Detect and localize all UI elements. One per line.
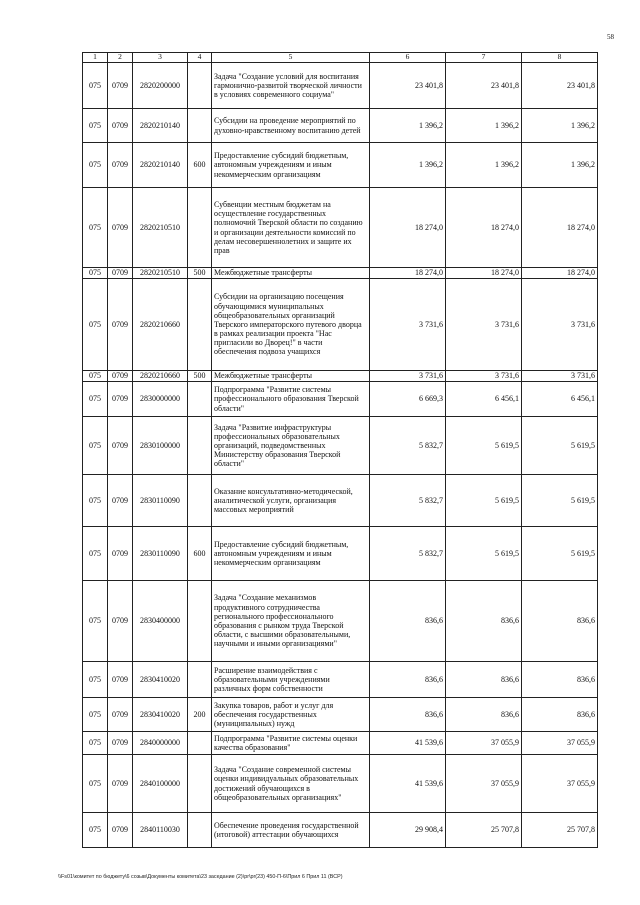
cell-expense-type	[188, 279, 212, 371]
table-row	[83, 63, 598, 109]
cell-description: Межбюджетные трансферты	[212, 371, 370, 382]
cell-description: Закупка товаров, работ и услуг для обеспечения государственных (муниципальных) нужд	[212, 698, 370, 732]
cell-ministry-code: 075	[83, 527, 108, 581]
cell-description: Субсидии на проведение мероприятий по духовно-нравственному воспитанию детей	[212, 109, 370, 143]
cell-amount-col6: 3 731,6	[370, 371, 446, 382]
cell-amount-col7: 836,6	[446, 581, 522, 662]
cell-section-code: 0709	[108, 382, 133, 417]
cell-ministry-code: 075	[83, 382, 108, 417]
cell-section-code: 0709	[108, 371, 133, 382]
cell-amount-col7: 37 055,9	[446, 755, 522, 813]
table-row	[83, 813, 598, 848]
cell-description: Расширение взаимодействия с образовательными учреждениями различных форм собственности	[212, 662, 370, 698]
cell-amount-col8: 23 401,8	[522, 63, 598, 109]
cell-section-code: 0709	[108, 143, 133, 188]
cell-target-code: 2820210140	[133, 109, 188, 143]
cell-section-code: 0709	[108, 268, 133, 279]
cell-target-code: 2830410020	[133, 662, 188, 698]
cell-amount-col7: 5 619,5	[446, 417, 522, 475]
cell-amount-col8: 6 456,1	[522, 382, 598, 417]
cell-section-code: 0709	[108, 581, 133, 662]
cell-description: Задача "Создание современной системы оценки индивидуальных образовательных достижений обучающихся в общеобразовательных организациях"	[212, 755, 370, 813]
cell-target-code: 2820200000	[133, 63, 188, 109]
cell-description: Задача "Развитие инфраструктуры профессиональных образовательных организаций, подведомственных Министерству образования Тверской области"	[212, 417, 370, 475]
cell-amount-col8: 18 274,0	[522, 188, 598, 268]
cell-amount-col7: 3 731,6	[446, 279, 522, 371]
cell-target-code: 2820210140	[133, 143, 188, 188]
table-header-row	[83, 53, 598, 63]
cell-amount-col6: 29 908,4	[370, 813, 446, 848]
column-header: 4	[188, 53, 212, 63]
cell-expense-type	[188, 109, 212, 143]
cell-amount-col6: 41 539,6	[370, 732, 446, 755]
table-row	[83, 279, 598, 371]
cell-amount-col8: 5 619,5	[522, 417, 598, 475]
column-header: 2	[108, 53, 133, 63]
cell-ministry-code: 075	[83, 475, 108, 527]
cell-amount-col6: 5 832,7	[370, 417, 446, 475]
cell-description: Задача "Создание условий для воспитания гармонично-развитой творческой личности в условиях современного социума"	[212, 63, 370, 109]
cell-amount-col6: 23 401,8	[370, 63, 446, 109]
cell-amount-col6: 3 731,6	[370, 279, 446, 371]
cell-section-code: 0709	[108, 698, 133, 732]
cell-amount-col6: 5 832,7	[370, 475, 446, 527]
cell-expense-type	[188, 417, 212, 475]
cell-amount-col7: 3 731,6	[446, 371, 522, 382]
table-row	[83, 371, 598, 382]
table-row	[83, 268, 598, 279]
cell-amount-col8: 37 055,9	[522, 732, 598, 755]
table-row	[83, 527, 598, 581]
budget-table	[82, 52, 598, 848]
cell-amount-col7: 1 396,2	[446, 143, 522, 188]
cell-ministry-code: 075	[83, 143, 108, 188]
cell-section-code: 0709	[108, 527, 133, 581]
cell-section-code: 0709	[108, 475, 133, 527]
cell-amount-col7: 836,6	[446, 662, 522, 698]
cell-target-code: 2830410020	[133, 698, 188, 732]
cell-expense-type: 200	[188, 698, 212, 732]
cell-ministry-code: 075	[83, 188, 108, 268]
cell-amount-col6: 836,6	[370, 698, 446, 732]
cell-amount-col8: 5 619,5	[522, 527, 598, 581]
cell-expense-type	[188, 662, 212, 698]
cell-ministry-code: 075	[83, 417, 108, 475]
cell-section-code: 0709	[108, 755, 133, 813]
cell-description: Обеспечение проведения государственной (итоговой) аттестации обучающихся	[212, 813, 370, 848]
cell-amount-col8: 37 055,9	[522, 755, 598, 813]
cell-amount-col7: 5 619,5	[446, 527, 522, 581]
cell-expense-type	[188, 382, 212, 417]
cell-ministry-code: 075	[83, 581, 108, 662]
cell-amount-col8: 25 707,8	[522, 813, 598, 848]
cell-section-code: 0709	[108, 813, 133, 848]
table-row	[83, 417, 598, 475]
cell-amount-col6: 6 669,3	[370, 382, 446, 417]
cell-section-code: 0709	[108, 63, 133, 109]
column-header: 1	[83, 53, 108, 63]
cell-expense-type	[188, 475, 212, 527]
cell-target-code: 2830400000	[133, 581, 188, 662]
cell-amount-col8: 18 274,0	[522, 268, 598, 279]
table-row	[83, 662, 598, 698]
cell-amount-col8: 836,6	[522, 581, 598, 662]
cell-amount-col8: 3 731,6	[522, 371, 598, 382]
cell-expense-type	[188, 732, 212, 755]
cell-expense-type	[188, 63, 212, 109]
table-row	[83, 143, 598, 188]
cell-expense-type	[188, 813, 212, 848]
cell-amount-col6: 18 274,0	[370, 268, 446, 279]
table-row	[83, 475, 598, 527]
column-header: 8	[522, 53, 598, 63]
cell-amount-col6: 5 832,7	[370, 527, 446, 581]
column-header: 3	[133, 53, 188, 63]
cell-ministry-code: 075	[83, 109, 108, 143]
table-row	[83, 382, 598, 417]
file-path-footer: \\Fs01\комитет по бюджету\6 созыв\Документы комитета\23 заседание (2)\pr\pr(23) 450-П-6\Прил 6 Прил 11 (ВСР)	[58, 874, 343, 880]
cell-ministry-code: 075	[83, 63, 108, 109]
cell-section-code: 0709	[108, 188, 133, 268]
cell-expense-type	[188, 581, 212, 662]
cell-expense-type: 600	[188, 143, 212, 188]
cell-target-code: 2820210660	[133, 279, 188, 371]
cell-amount-col8: 3 731,6	[522, 279, 598, 371]
cell-amount-col6: 41 539,6	[370, 755, 446, 813]
cell-ministry-code: 075	[83, 268, 108, 279]
cell-amount-col6: 836,6	[370, 581, 446, 662]
cell-description: Подпрограмма "Развитие системы оценки качества образования"	[212, 732, 370, 755]
cell-amount-col7: 1 396,2	[446, 109, 522, 143]
cell-amount-col7: 25 707,8	[446, 813, 522, 848]
cell-expense-type: 600	[188, 527, 212, 581]
cell-description: Подпрограмма "Развитие системы профессионального образования Тверской области"	[212, 382, 370, 417]
cell-ministry-code: 075	[83, 662, 108, 698]
cell-amount-col7: 18 274,0	[446, 188, 522, 268]
cell-section-code: 0709	[108, 109, 133, 143]
cell-description: Оказание консультативно-методической, аналитической услуги, организация массовых мероприятий	[212, 475, 370, 527]
cell-description: Межбюджетные трансферты	[212, 268, 370, 279]
cell-ministry-code: 075	[83, 279, 108, 371]
cell-amount-col8: 1 396,2	[522, 143, 598, 188]
cell-amount-col6: 1 396,2	[370, 143, 446, 188]
cell-amount-col6: 1 396,2	[370, 109, 446, 143]
table-row	[83, 732, 598, 755]
cell-section-code: 0709	[108, 279, 133, 371]
cell-amount-col6: 836,6	[370, 662, 446, 698]
cell-amount-col7: 6 456,1	[446, 382, 522, 417]
cell-description: Субвенции местным бюджетам на осуществление государственных полномочий Тверской области по созданию и организации деятельности комиссий по делам несовершеннолетних и защите их прав	[212, 188, 370, 268]
cell-expense-type	[188, 188, 212, 268]
cell-description: Предоставление субсидий бюджетным, автономным учреждениям и иным некоммерческим организациям	[212, 143, 370, 188]
column-header: 7	[446, 53, 522, 63]
cell-amount-col8: 836,6	[522, 698, 598, 732]
table-row	[83, 581, 598, 662]
cell-target-code: 2830110090	[133, 475, 188, 527]
cell-expense-type	[188, 755, 212, 813]
column-header: 5	[212, 53, 370, 63]
cell-section-code: 0709	[108, 417, 133, 475]
cell-ministry-code: 075	[83, 813, 108, 848]
cell-description: Задача "Создание механизмов продуктивного сотрудничества регионального профессионального образования с рынком труда Тверской области, с высшими образовательными, научными и иными организациями"	[212, 581, 370, 662]
cell-target-code: 2840100000	[133, 755, 188, 813]
cell-target-code: 2830100000	[133, 417, 188, 475]
cell-amount-col8: 5 619,5	[522, 475, 598, 527]
cell-section-code: 0709	[108, 732, 133, 755]
page-number: 58	[607, 33, 614, 41]
cell-target-code: 2830110090	[133, 527, 188, 581]
cell-ministry-code: 075	[83, 371, 108, 382]
cell-amount-col8: 1 396,2	[522, 109, 598, 143]
cell-ministry-code: 075	[83, 732, 108, 755]
column-header: 6	[370, 53, 446, 63]
cell-amount-col6: 18 274,0	[370, 188, 446, 268]
cell-target-code: 2840000000	[133, 732, 188, 755]
cell-target-code: 2820210510	[133, 188, 188, 268]
cell-ministry-code: 075	[83, 698, 108, 732]
cell-section-code: 0709	[108, 662, 133, 698]
table-row	[83, 109, 598, 143]
cell-description: Субсидии на организацию посещения обучающимися муниципальных общеобразовательных организаций Тверского императорского путевого дворца в рамках реализации проекта "Нас пригласили во Дворец!" в части обеспечения подвоза учащихся	[212, 279, 370, 371]
cell-description: Предоставление субсидий бюджетным, автономным учреждениям и иным некоммерческим организациям	[212, 527, 370, 581]
cell-amount-col7: 5 619,5	[446, 475, 522, 527]
cell-target-code: 2830000000	[133, 382, 188, 417]
cell-ministry-code: 075	[83, 755, 108, 813]
table-row	[83, 188, 598, 268]
cell-expense-type: 500	[188, 268, 212, 279]
cell-amount-col7: 18 274,0	[446, 268, 522, 279]
cell-target-code: 2840110030	[133, 813, 188, 848]
cell-expense-type: 500	[188, 371, 212, 382]
cell-target-code: 2820210510	[133, 268, 188, 279]
cell-amount-col8: 836,6	[522, 662, 598, 698]
cell-amount-col7: 23 401,8	[446, 63, 522, 109]
cell-amount-col7: 37 055,9	[446, 732, 522, 755]
cell-target-code: 2820210660	[133, 371, 188, 382]
cell-amount-col7: 836,6	[446, 698, 522, 732]
table-row	[83, 698, 598, 732]
table-row	[83, 755, 598, 813]
